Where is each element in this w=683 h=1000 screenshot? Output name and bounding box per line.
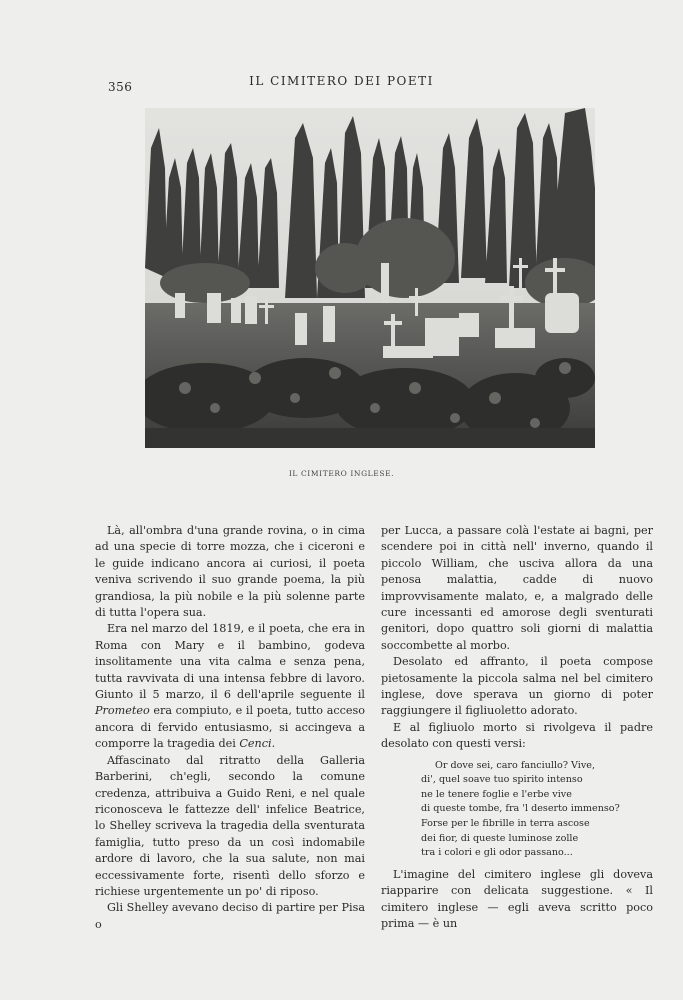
page-number: 356 (108, 80, 133, 94)
paragraph: Desolato ed affranto, il poeta compose pietosamente la piccola salma nel bel cimitero inglese, dove sperava un giorno di poter raggiungere il figliuoletto adorato. (381, 655, 653, 718)
poem-line: Forse per le fibrille in terra ascose (421, 818, 590, 830)
poem-line: dei fior, di queste luminose zolle (421, 832, 579, 844)
paragraph: L'imagine del cimitero inglese gli doveva riapparire con delicata suggestione. « Il cimitero inglese — egli aveva scritto poco prima — è un (381, 867, 653, 931)
poem (421, 759, 653, 861)
paragraph: Affascinato dal ritratto della Galleria Barberini, ch'egli, secondo la comune credenza, attribuiva a Guido Reni, e nel quale riconosceva le fattezze dell' infelice Beatrice, lo Shelley scriveva la tragedia della sventurata famiglia, tutto preso da un così indomabile ardore di lavoro, che la sua salute, non mai eccessivamente forte, risentì dello sforzo e richiese urgentemente un po' di riposo. (95, 753, 365, 898)
paragraph: Là, all'ombra d'una grande rovina, o in cima ad una specie di torre mozza, che i ciceroni e le guide indicano ancora ai curiosi, il poeta veniva scrivendo il suo grande poema, la più grandiosa, la più nobile e la più solenne parte di tutta l'opera sua. (95, 524, 365, 620)
poem-line: tra i colori e gli odor passano... (421, 847, 573, 859)
poem-line: ne le tenere foglie e l'erbe vive (421, 788, 572, 800)
figure-caption: IL CIMITERO INGLESE. (288, 469, 395, 478)
text-column-left (95, 523, 365, 933)
paragraph: Era nel marzo del 1819, e il poeta, che era in Roma con Mary e il bambino, godeva insolitamente una vita calma e senza pena, tutta ravvivata di una intensa febbre di lavoro. Giunto il 5 marzo, il 6 dell'aprile seguente il Prometeo era compiuto, e il poeta, tutto acceso ancora di fervido entusiasmo, si accingeva a comporre la tragedia dei Cenci. (95, 622, 365, 751)
work-title: Cenci. (239, 737, 276, 751)
poem-line: di', quel soave tuo spirito intenso (421, 774, 583, 786)
paragraph: Gli Shelley avevano deciso di partire per Pisa o (95, 901, 365, 931)
paragraph: E al figliuolo morto si rivolgeva il padre desolato con questi versi: (381, 720, 653, 751)
text-column-right (381, 523, 653, 932)
poem-line: Or dove sei, caro fanciullo? Vive, (435, 759, 595, 771)
paragraph: per Lucca, a passare colà l'estate ai bagni, per scendere poi in città nell' inverno, quando il piccolo William, che usciva allora da una penosa malattia, cadde di nuovo improvvisamente malato, e, a malgrado delle cure incessanti ed amorose degli sventurati genitori, dopo quattro soli giorni di malattia soccombette al morbo. (381, 524, 653, 652)
running-title: IL CIMITERO DEI POETI (249, 74, 434, 88)
cemetery-photograph (145, 108, 595, 448)
work-title: Prometeo (95, 704, 150, 718)
poem-line: di queste tombe, fra 'l deserto immenso? (421, 803, 620, 815)
